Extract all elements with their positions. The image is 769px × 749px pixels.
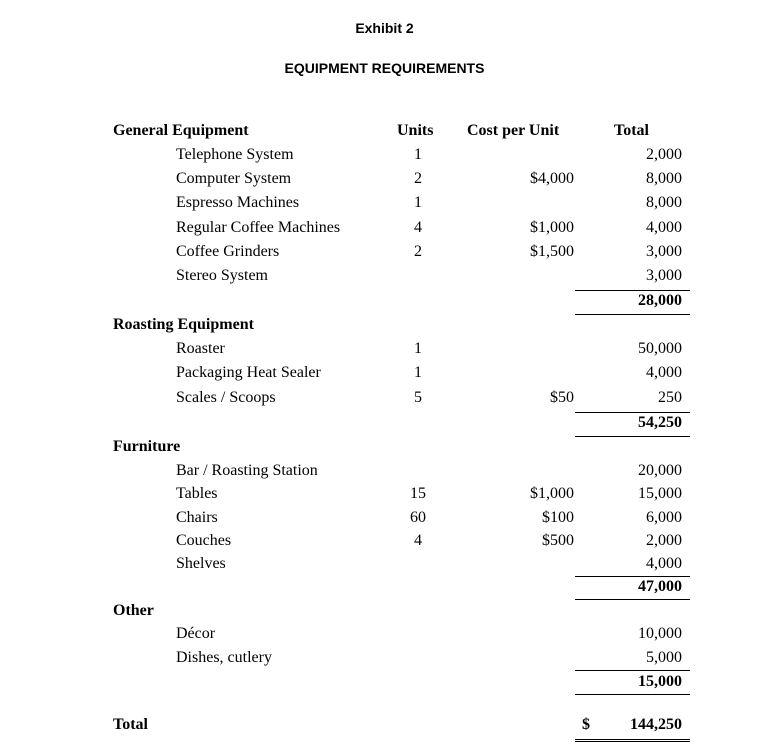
item-name: Coffee Grinders [176,243,280,260]
item-total: 3,000 [646,243,682,260]
item-name: Dishes, cutlery [176,649,272,666]
item-name: Décor [176,625,216,642]
item-cost: $1,500 [530,243,574,260]
item-name: Chairs [176,509,218,526]
item-total: 10,000 [638,625,682,642]
section-heading: Furniture [113,438,181,455]
item-total: 6,000 [646,509,682,526]
page-title: EQUIPMENT REQUIREMENTS [284,60,485,76]
item-total: 2,000 [646,146,682,163]
item-name: Bar / Roasting Station [176,462,318,479]
item-name: Tables [176,485,218,502]
item-units: 15 [410,485,426,502]
item-cost: $50 [550,389,574,406]
item-name: Regular Coffee Machines [176,219,341,236]
section-subtotal: 15,000 [638,673,682,690]
item-units: 60 [410,509,426,526]
exhibit-label: Exhibit 2 [355,20,414,36]
subtotal-rule [575,412,690,413]
subtotal-rule [575,670,690,671]
item-cost: $1,000 [530,219,574,236]
units-header: Units [397,122,434,139]
grand-total-label: Total [113,716,148,733]
item-name: Telephone System [176,146,294,163]
item-name: Espresso Machines [176,194,300,211]
item-total: 8,000 [646,194,682,211]
item-name: Couches [176,532,232,549]
item-total: 4,000 [646,555,682,572]
cost-header: Cost per Unit [467,122,560,139]
section-heading: Roasting Equipment [113,316,254,333]
section-heading: Other [113,602,154,619]
item-units: 1 [414,364,422,381]
item-name: Computer System [176,170,292,187]
subtotal-underline [575,436,690,437]
item-name: Scales / Scoops [176,389,276,406]
item-total: 15,000 [638,485,682,502]
item-cost: $1,000 [530,485,574,502]
grand-total-double-rule [575,739,690,742]
item-name: Stereo System [176,267,268,284]
item-total: 20,000 [638,462,682,479]
item-name: Packaging Heat Sealer [176,364,321,381]
item-cost: $500 [542,532,574,549]
item-units: 2 [414,170,422,187]
item-units: 4 [414,219,422,236]
subtotal-underline [575,694,690,695]
item-total: 8,000 [646,170,682,187]
item-units: 1 [414,194,422,211]
item-total: 2,000 [646,532,682,549]
item-total: 5,000 [646,649,682,666]
item-total: 50,000 [638,340,682,357]
item-units: 5 [414,389,422,406]
total-header: Total [614,122,649,139]
grand-total-currency: $ [582,716,590,733]
item-name: Shelves [176,555,226,572]
item-units: 2 [414,243,422,260]
subtotal-rule [575,576,690,577]
subtotal-underline [575,599,690,600]
grand-total-value: 144,250 [630,716,682,733]
section-subtotal: 54,250 [638,414,682,431]
section-subtotal: 47,000 [638,578,682,595]
section-subtotal: 28,000 [638,292,682,309]
subtotal-underline [575,314,690,315]
subtotal-rule [575,290,690,291]
item-cost: $100 [542,509,574,526]
item-name: Roaster [176,340,225,357]
section-heading: General Equipment [113,122,249,139]
item-cost: $4,000 [530,170,574,187]
item-total: 250 [658,389,682,406]
item-units: 1 [414,340,422,357]
item-total: 4,000 [646,364,682,381]
item-units: 1 [414,146,422,163]
item-total: 4,000 [646,219,682,236]
item-units: 4 [414,532,422,549]
item-total: 3,000 [646,267,682,284]
